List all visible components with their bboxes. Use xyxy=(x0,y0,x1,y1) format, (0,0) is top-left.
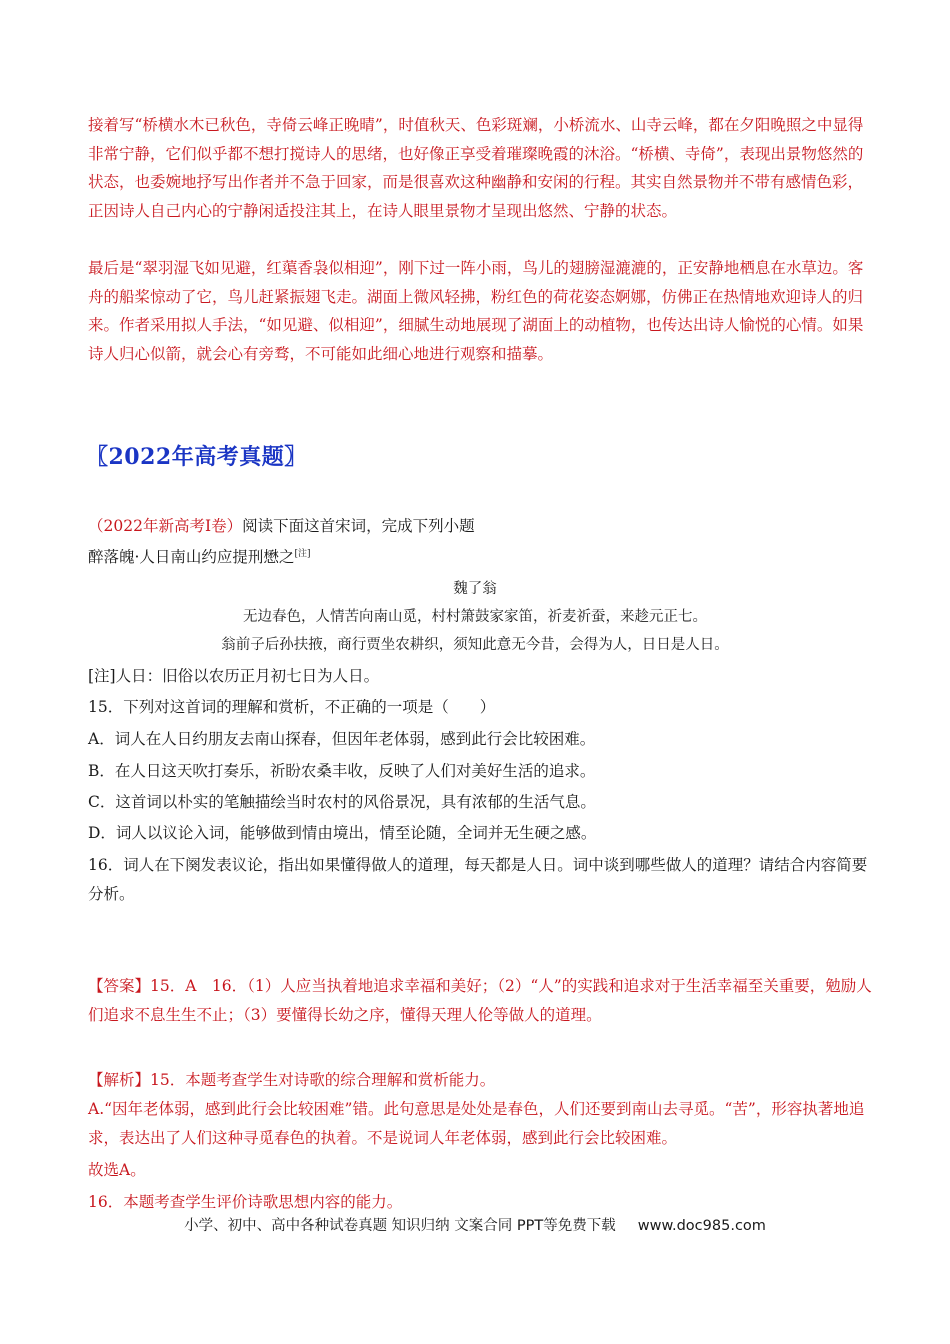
analysis-16: 16．本题考查学生评价诗歌思想内容的能力。 xyxy=(88,1193,403,1211)
option-d: D．词人以议论入词，能够做到情由境出，情至论随，全词并无生硬之感。 xyxy=(88,824,597,842)
poem-line-2: 翁前子后孙扶掖，商行贾坐农耕织，须知此意无今昔，会得为人，日日是人日。 xyxy=(221,637,729,653)
analysis-heading: 【解析】15．本题考查学生对诗歌的综合理解和赏析能力。 xyxy=(88,1071,496,1089)
poem-title-line xyxy=(88,545,310,567)
question-15: 15．下列对这首词的理解和赏析，不正确的一项是（ ） xyxy=(88,698,496,716)
poem-title: 醉落魄·人日南山约应提刑懋之 xyxy=(88,548,295,566)
option-a: A．词人在人日约朋友去南山探春，但因年老体弱，感到此行会比较困难。 xyxy=(88,730,596,748)
question-16: 16．词人在下阕发表议论，指出如果懂得做人的道理，每天都是人日。词中谈到哪些做人的道理？请结合内容简要分析。 xyxy=(88,856,868,903)
question-intro: 阅读下面这首宋词，完成下列小题 xyxy=(242,517,475,535)
poem-line-1: 无边春色，人情苦向南山觅，村村箫鼓家家笛，祈麦祈蚕，来趁元正七。 xyxy=(243,609,707,625)
option-b: B．在人日这天吹打奏乐，祈盼农桑丰收，反映了人们对美好生活的追求。 xyxy=(88,762,596,780)
footer-url[interactable]: www.doc985.com xyxy=(637,1218,766,1234)
option-c: C．这首词以朴实的笔触描绘当时农村的风俗景况，具有浓郁的生活气息。 xyxy=(88,793,596,811)
intro-paragraph-2: 最后是“翠羽湿飞如见避，红蕖香袅似相迎”，刚下过一阵小雨，鸟儿的翅膀湿漉漉的，正安静地栖息在水草边。客舟的船桨惊动了它，鸟儿赶紧振翅飞走。湖面上微风轻拂，粉红色的荷花姿态婀娜，仿佛正在热情地欢迎诗人的归来。作者采用拟人手法，“如见避、似相迎”，细腻生动地展现了湖面上的动植物，也传达出诗人愉悦的心情。如果诗人归心似箭，就会心有旁骛，不可能如此细心地进行观察和描摹。 xyxy=(88,259,864,363)
poem-author: 魏了翁 xyxy=(453,581,497,597)
question-source: （2022年新高考Ⅰ卷） xyxy=(88,517,243,535)
intro-paragraph-1: 接着写“桥横水木已秋色，寺倚云峰正晚晴”，时值秋天、色彩斑斓，小桥流水、山寺云峰，都在夕阳晚照之中显得非常宁静，它们似乎都不想打搅诗人的思绪，也好像正享受着璀璨晚霞的沐浴。“桥横、寺倚”，表现出景物悠然的状态，也委婉地抒写出作者并不急于回家，而是很喜欢这种幽静和安闲的行程。其实自然景物并不带有感情色彩，正因诗人自己内心的宁静闲适投注其上，在诗人眼里景物才呈现出悠然、宁静的状态。 xyxy=(88,116,864,220)
answer-block: 【答案】15．A 16．（1）人应当执着地追求幸福和美好；（2）“人”的实践和追求对于生活幸福至关重要，勉励人们追求不息生生不止；（3）要懂得长幼之序，懂得天理人伦等做人的道理。 xyxy=(88,977,872,1024)
footer-text: 小学、初中、高中各种试卷真题 知识归纳 文案合同 PPT等免费下载 xyxy=(184,1218,616,1234)
question-intro-line xyxy=(88,514,475,536)
poem-note: [注]人日：旧俗以农历正月初七日为人日。 xyxy=(88,667,380,685)
footer xyxy=(0,1214,950,1235)
analysis-choice: 故选A。 xyxy=(88,1161,146,1179)
poem-note-mark: [注] xyxy=(294,548,311,559)
analysis-option-a: A.“因年老体弱，感到此行会比较困难”错。此句意思是处处是春色，人们还要到南山去寻觅。“苦”，形容执著地追求，表达出了人们这种寻觅春色的执着。不是说词人年老体弱，感到此行会比较困难。 xyxy=(88,1100,865,1147)
section-heading: 〖2022年高考真题〗 xyxy=(86,444,307,470)
